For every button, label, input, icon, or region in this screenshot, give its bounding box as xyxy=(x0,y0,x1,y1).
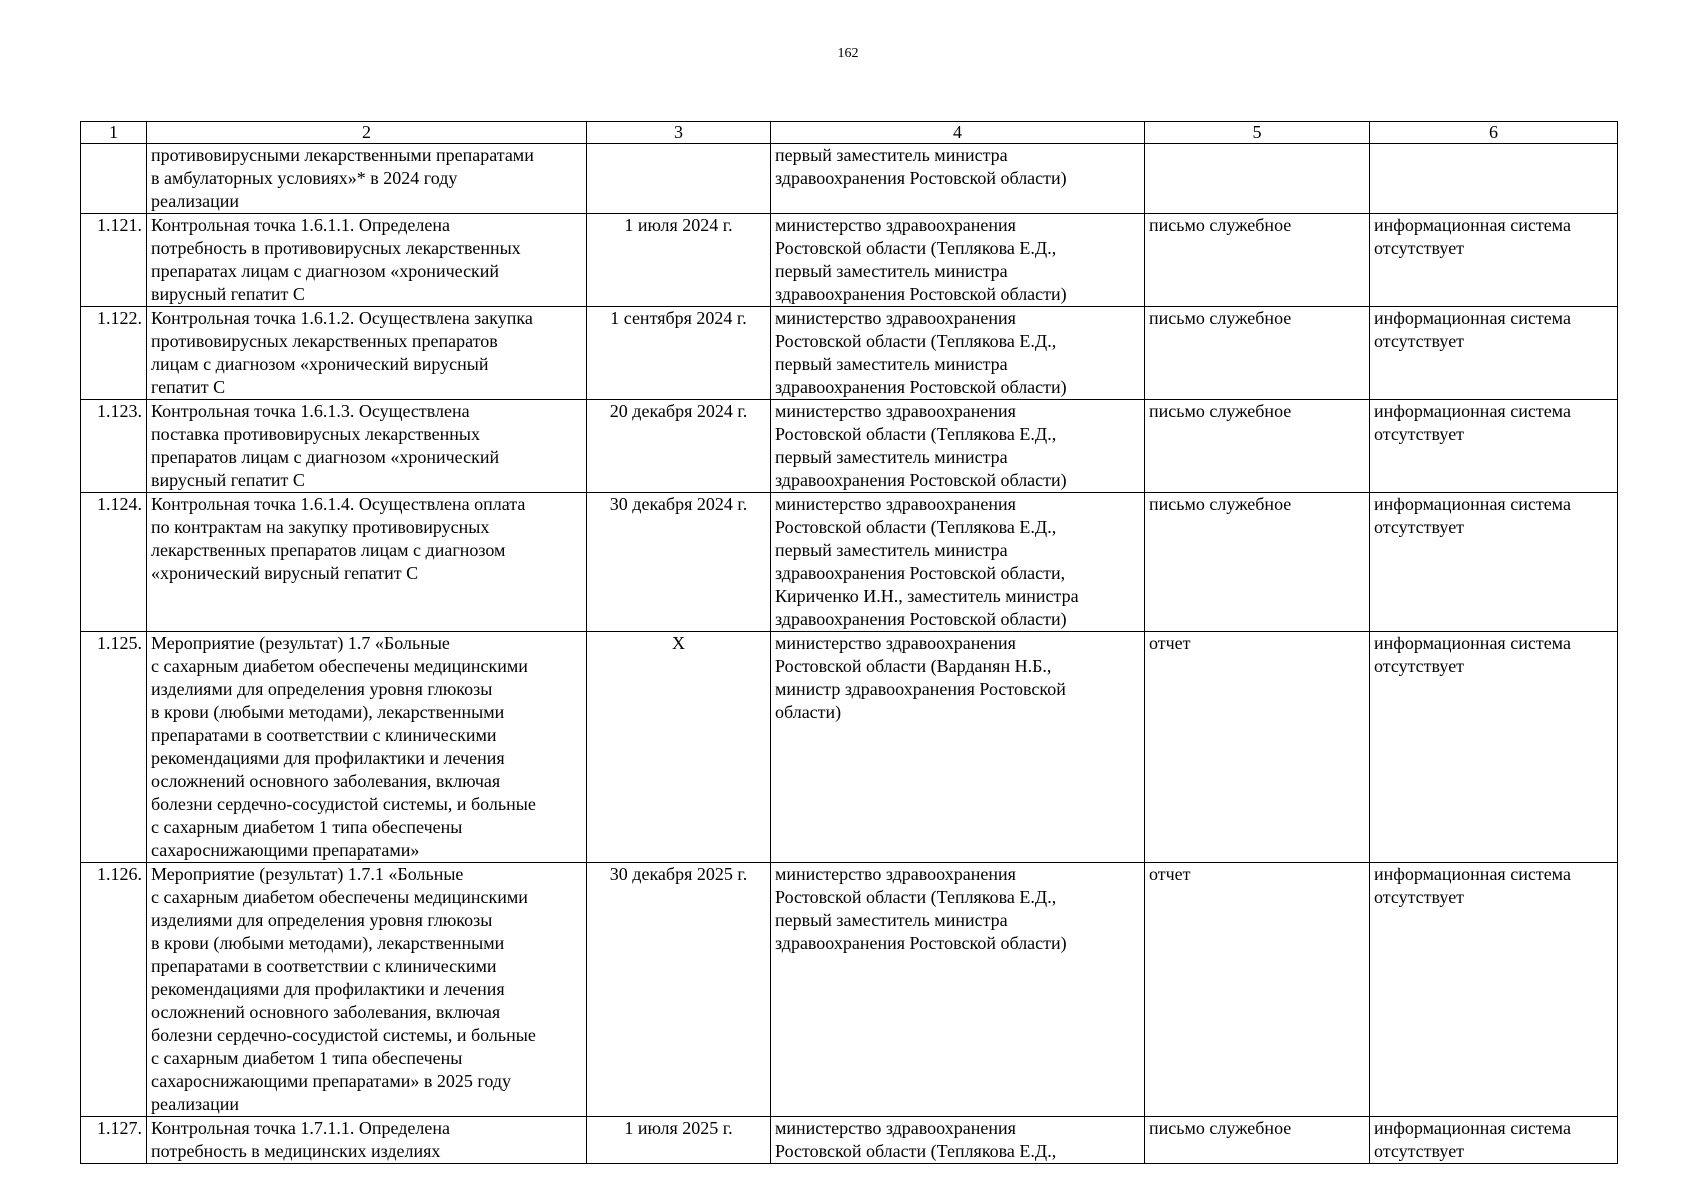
page-number: 162 xyxy=(837,46,859,61)
column-header: 5 xyxy=(1145,122,1370,144)
column-header: 6 xyxy=(1370,122,1618,144)
responsible-cell: министерство здравоохранения Ростовской области (Теплякова Е.Д., первый заместитель министра здравоохранения Ростовской области) xyxy=(771,307,1145,400)
document-type-cell: отчет xyxy=(1145,632,1370,863)
responsible-cell: министерство здравоохранения Ростовской области (Теплякова Е.Д., xyxy=(771,1117,1145,1164)
responsible-cell: министерство здравоохранения Ростовской области (Теплякова Е.Д., первый заместитель министра здравоохранения Ростовской области) xyxy=(771,400,1145,493)
responsible-cell: министерство здравоохранения Ростовской области (Теплякова Е.Д., первый заместитель министра здравоохранения Ростовской области) xyxy=(771,214,1145,307)
information-system-cell xyxy=(1370,144,1618,214)
information-system-cell: информационная система отсутствует xyxy=(1370,493,1618,632)
information-system-cell: информационная система отсутствует xyxy=(1370,1117,1618,1164)
activity-name-cell: Контрольная точка 1.6.1.4. Осуществлена оплата по контрактам на закупку противовирусных лекарственных препаратов лицам с диагнозом «хронический вирусный гепатит С xyxy=(147,493,587,632)
column-header: 1 xyxy=(81,122,147,144)
column-header: 2 xyxy=(147,122,587,144)
row-number-cell xyxy=(81,144,147,214)
table-row xyxy=(81,632,1618,863)
deadline-cell: 30 декабря 2025 г. xyxy=(587,863,771,1117)
table-row xyxy=(81,400,1618,493)
deadline-cell xyxy=(587,144,771,214)
plan-table xyxy=(80,121,1618,1164)
information-system-cell: информационная система отсутствует xyxy=(1370,632,1618,863)
responsible-cell: министерство здравоохранения Ростовской области (Теплякова Е.Д., первый заместитель министра здравоохранения Ростовской области) xyxy=(771,863,1145,1117)
responsible-cell: министерство здравоохранения Ростовской области (Теплякова Е.Д., первый заместитель министра здравоохранения Ростовской области, Кириченко И.Н., заместитель министра здравоохранения Ростовской области) xyxy=(771,493,1145,632)
activity-name-cell: Мероприятие (результат) 1.7.1 «Больные с сахарным диабетом обеспечены медицинскими изделиями для определения уровня глюкозы в крови (любыми методами), лекарственными препаратами в соответствии с клиническими рекомендациями для профилактики и лечения осложнений основного заболевания, включая болезни сердечно-сосудистой системы, и больные с сахарным диабетом 1 типа обеспечены сахароснижающими препаратами» в 2025 году реализации xyxy=(147,863,587,1117)
row-number-cell: 1.126. xyxy=(81,863,147,1117)
information-system-cell: информационная система отсутствует xyxy=(1370,307,1618,400)
information-system-cell: информационная система отсутствует xyxy=(1370,214,1618,307)
column-header: 3 xyxy=(587,122,771,144)
activity-name-cell: Контрольная точка 1.6.1.2. Осуществлена закупка противовирусных лекарственных препаратов лицам с диагнозом «хронический вирусный гепатит С xyxy=(147,307,587,400)
deadline-cell: 20 декабря 2024 г. xyxy=(587,400,771,493)
deadline-cell: 1 июля 2025 г. xyxy=(587,1117,771,1164)
deadline-cell: 1 июля 2024 г. xyxy=(587,214,771,307)
document-type-cell xyxy=(1145,144,1370,214)
activity-name-cell: Мероприятие (результат) 1.7 «Больные с сахарным диабетом обеспечены медицинскими изделиями для определения уровня глюкозы в крови (любыми методами), лекарственными препаратами в соответствии с клиническими рекомендациями для профилактики и лечения осложнений основного заболевания, включая болезни сердечно-сосудистой системы, и больные с сахарным диабетом 1 типа обеспечены сахароснижающими препаратами» xyxy=(147,632,587,863)
document-type-cell: письмо служебное xyxy=(1145,1117,1370,1164)
information-system-cell: информационная система отсутствует xyxy=(1370,863,1618,1117)
activity-name-cell: Контрольная точка 1.6.1.3. Осуществлена поставка противовирусных лекарственных препаратов лицам с диагнозом «хронический вирусный гепатит С xyxy=(147,400,587,493)
row-number-cell: 1.125. xyxy=(81,632,147,863)
row-number-cell: 1.124. xyxy=(81,493,147,632)
deadline-cell: 30 декабря 2024 г. xyxy=(587,493,771,632)
row-number-cell: 1.122. xyxy=(81,307,147,400)
responsible-cell: первый заместитель министра здравоохранения Ростовской области) xyxy=(771,144,1145,214)
row-number-cell: 1.127. xyxy=(81,1117,147,1164)
activity-name-cell: Контрольная точка 1.7.1.1. Определена потребность в медицинских изделиях xyxy=(147,1117,587,1164)
table-row xyxy=(81,144,1618,214)
table-row xyxy=(81,307,1618,400)
table-row xyxy=(81,1117,1618,1164)
table-row xyxy=(81,863,1618,1117)
document-type-cell: отчет xyxy=(1145,863,1370,1117)
responsible-cell: министерство здравоохранения Ростовской области (Варданян Н.Б., министр здравоохранения Ростовской области) xyxy=(771,632,1145,863)
row-number-cell: 1.121. xyxy=(81,214,147,307)
deadline-cell: Х xyxy=(587,632,771,863)
deadline-cell: 1 сентября 2024 г. xyxy=(587,307,771,400)
table-row xyxy=(81,214,1618,307)
table-row xyxy=(81,493,1618,632)
document-type-cell: письмо служебное xyxy=(1145,400,1370,493)
activity-name-cell: Контрольная точка 1.6.1.1. Определена потребность в противовирусных лекарственных препаратах лицам с диагнозом «хронический вирусный гепатит С xyxy=(147,214,587,307)
column-header: 4 xyxy=(771,122,1145,144)
information-system-cell: информационная система отсутствует xyxy=(1370,400,1618,493)
table-header-row xyxy=(81,122,1618,144)
row-number-cell: 1.123. xyxy=(81,400,147,493)
document-type-cell: письмо служебное xyxy=(1145,493,1370,632)
document-type-cell: письмо служебное xyxy=(1145,307,1370,400)
activity-name-cell: противовирусными лекарственными препаратами в амбулаторных условиях»* в 2024 году реализации xyxy=(147,144,587,214)
document-type-cell: письмо служебное xyxy=(1145,214,1370,307)
